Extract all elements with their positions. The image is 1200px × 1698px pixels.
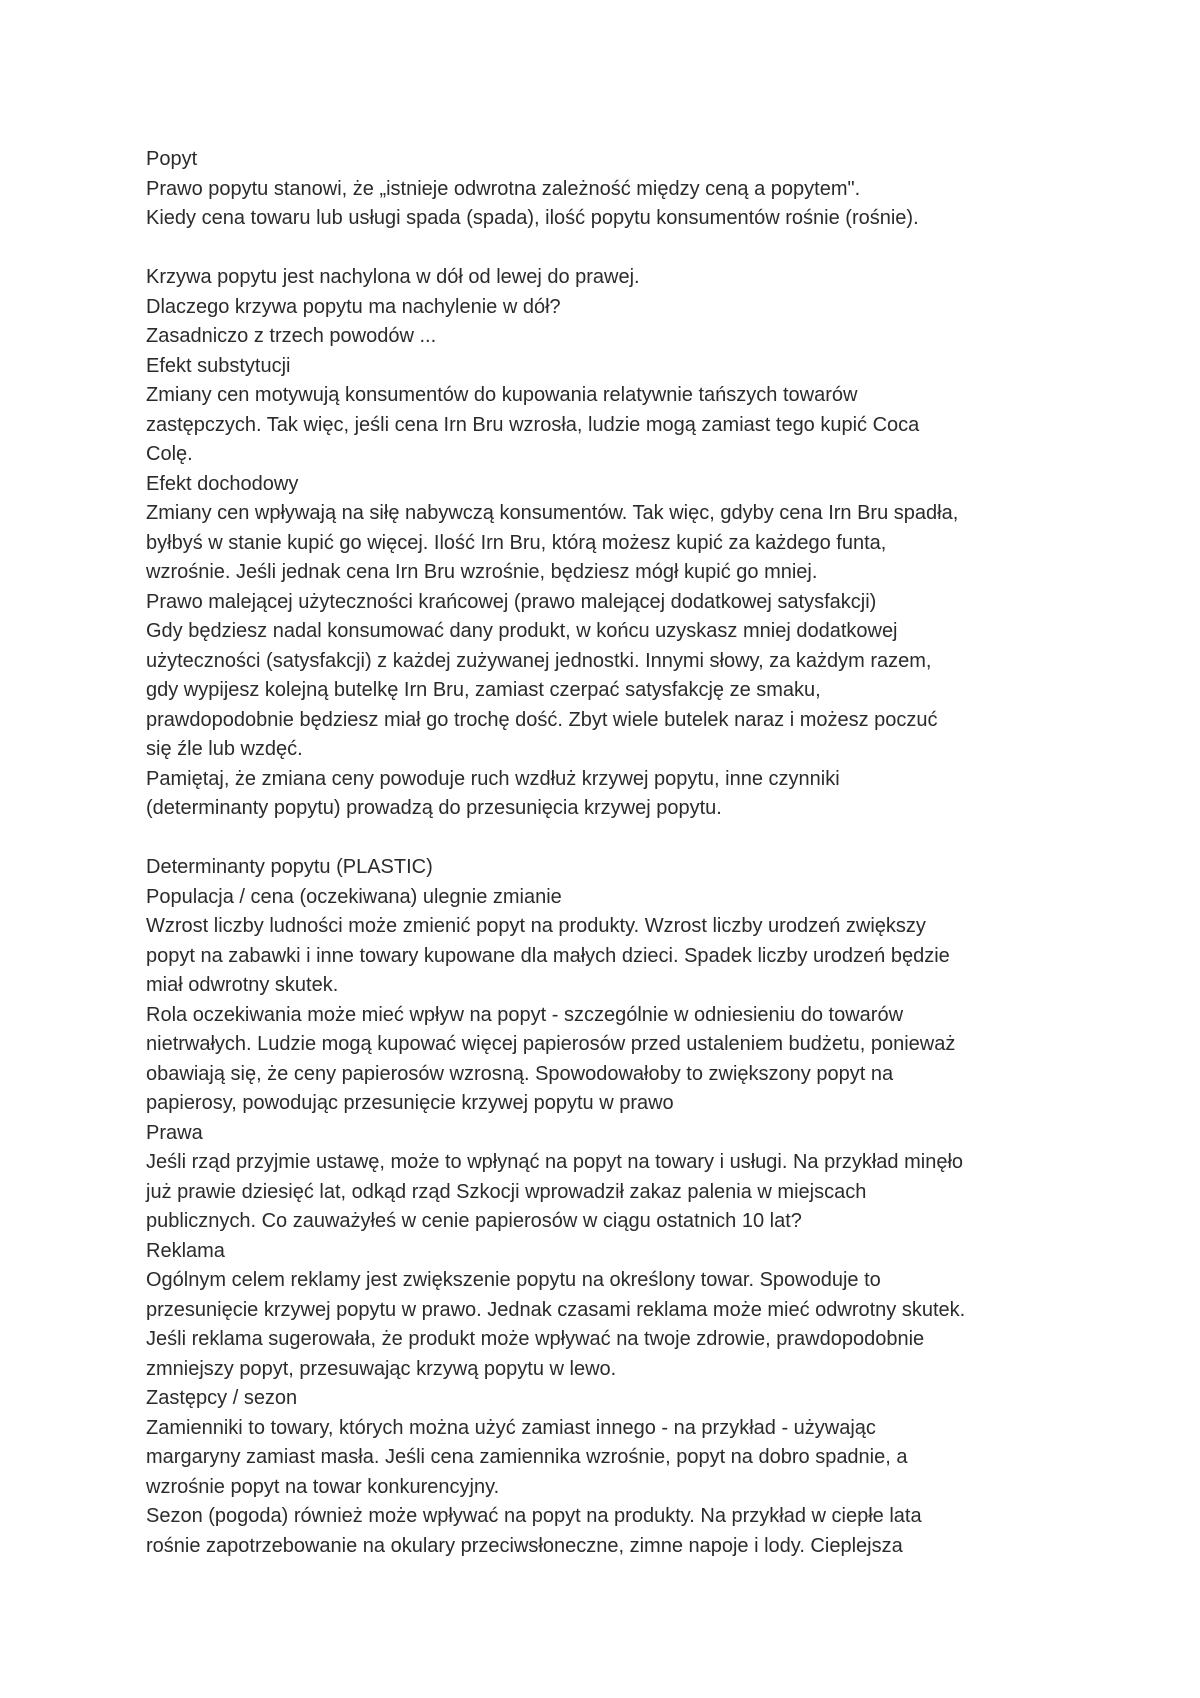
text-line: popyt na zabawki i inne towary kupowane dla małych dzieci. Spadek liczby urodzeń będzie <box>146 944 950 967</box>
text-line: Zmiany cen wpływają na siłę nabywczą konsumentów. Tak więc, gdyby cena Irn Bru spadła, <box>146 502 959 524</box>
text-line: rośnie zapotrzebowanie na okulary przeciwsłoneczne, zimne napoje i lody. Cieplejsza <box>146 1534 903 1557</box>
text-line: Jeśli rząd przyjmie ustawę, może to wpłynąć na popyt na towary i usługi. Na przykład minęło <box>146 1151 964 1173</box>
text-line: gdy wypijesz kolejną butelkę Irn Bru, zamiast czerpać satysfakcję ze smaku, <box>146 679 821 701</box>
text-line: użyteczności (satysfakcji) z każdej zużywanej jednostki. Innymi słowy, za każdym razem, <box>146 649 932 672</box>
section-heading: Prawo malejącej użyteczności krańcowej (prawo malejącej dodatkowej satysfakcji) <box>146 590 877 613</box>
text-line: Kiedy cena towaru lub usługi spada (spada), ilość popytu konsumentów rośnie (rośnie). <box>146 207 919 229</box>
text-line: nietrwałych. Ludzie mogą kupować więcej papierosów przed ustaleniem budżetu, ponieważ <box>146 1033 956 1055</box>
text-line: Gdy będziesz nadal konsumować dany produkt, w końcu uzyskasz mniej dodatkowej <box>146 620 898 642</box>
text-line: Rola oczekiwania może mieć wpływ na popyt - szczególnie w odniesieniu do towarów <box>146 1003 904 1026</box>
text-line: wzrośnie popyt na towar konkurencyjny. <box>146 1475 500 1498</box>
text-line: prawdopodobnie będziesz miał go trochę dość. Zbyt wiele butelek naraz i możesz poczuć <box>146 708 938 731</box>
text-line: przesunięcie krzywej popytu w prawo. Jednak czasami reklama może mieć odwrotny skutek. <box>146 1298 966 1321</box>
text-line: Pamiętaj, że zmiana ceny powoduje ruch wzdłuż krzywej popytu, inne czynniki <box>146 767 840 790</box>
text-line: (determinanty popytu) prowadzą do przesunięcia krzywej popytu. <box>146 797 722 819</box>
text-line: zastępczych. Tak więc, jeśli cena Irn Bru wzrosła, ludzie mogą zamiast tego kupić Coca <box>146 413 920 436</box>
section-heading: Prawa <box>146 1121 203 1144</box>
text-line: Zasadniczo z trzech powodów ... <box>146 325 437 347</box>
text-line: Jeśli reklama sugerowała, że produkt może wpływać na twoje zdrowie, prawdopodobnie <box>146 1328 925 1350</box>
text-line: wzrośnie. Jeśli jednak cena Irn Bru wzrośnie, będziesz mógł kupić go mniej. <box>146 561 818 583</box>
text-line: się źle lub wzdęć. <box>146 738 303 760</box>
text-line: Colę. <box>146 443 193 465</box>
text-line: margaryny zamiast masła. Jeśli cena zamiennika wzrośnie, popyt na dobro spadnie, a <box>146 1446 908 1468</box>
text-line: miał odwrotny skutek. <box>146 974 339 996</box>
section-heading: Zastępcy / sezon <box>146 1387 298 1409</box>
text-line: Ogólnym celem reklamy jest zwiększenie popytu na określony towar. Spowoduje to <box>146 1269 881 1291</box>
text-line: publicznych. Co zauważyłeś w cenie papierosów w ciągu ostatnich 10 lat? <box>146 1210 802 1232</box>
document-title: Popyt <box>146 148 198 170</box>
text-line: już prawie dziesięć lat, odkąd rząd Szkocji wprowadził zakaz palenia w miejscach <box>146 1180 867 1203</box>
text-line: byłbyś w stanie kupić go więcej. Ilość Irn Bru, którą możesz kupić za każdego funta, <box>146 531 887 554</box>
section-heading: Populacja / cena (oczekiwana) ulegnie zmianie <box>146 885 562 908</box>
blank-line <box>146 234 1086 264</box>
text-line: Dlaczego krzywa popytu ma nachylenie w dół? <box>146 295 561 318</box>
document-body <box>146 145 1086 1561</box>
text-line: Zamienniki to towary, których można użyć zamiast innego - na przykład - używając <box>146 1416 876 1439</box>
text-line: Zmiany cen motywują konsumentów do kupowania relatywnie tańszych towarów <box>146 384 858 406</box>
blank-line <box>146 824 1086 854</box>
text-line: papierosy, powodując przesunięcie krzywej popytu w prawo <box>146 1092 674 1114</box>
text-line: Prawo popytu stanowi, że „istnieje odwrotna zależność między ceną a popytem". <box>146 177 861 200</box>
text-line: zmniejszy popyt, przesuwając krzywą popytu w lewo. <box>146 1357 617 1380</box>
text-line: obawiają się, że ceny papierosów wzrosną. Spowodowałoby to zwiększony popyt na <box>146 1062 894 1085</box>
section-heading: Efekt substytucji <box>146 354 291 377</box>
section-heading: Determinanty popytu (PLASTIC) <box>146 856 433 878</box>
text-line: Wzrost liczby ludności może zmienić popyt na produkty. Wzrost liczby urodzeń zwiększy <box>146 915 926 937</box>
section-heading: Reklama <box>146 1239 225 1262</box>
section-heading: Efekt dochodowy <box>146 472 299 495</box>
text-line: Sezon (pogoda) również może wpływać na popyt na produkty. Na przykład w ciepłe lata <box>146 1505 922 1527</box>
text-line: Krzywa popytu jest nachylona w dół od lewej do prawej. <box>146 266 640 288</box>
